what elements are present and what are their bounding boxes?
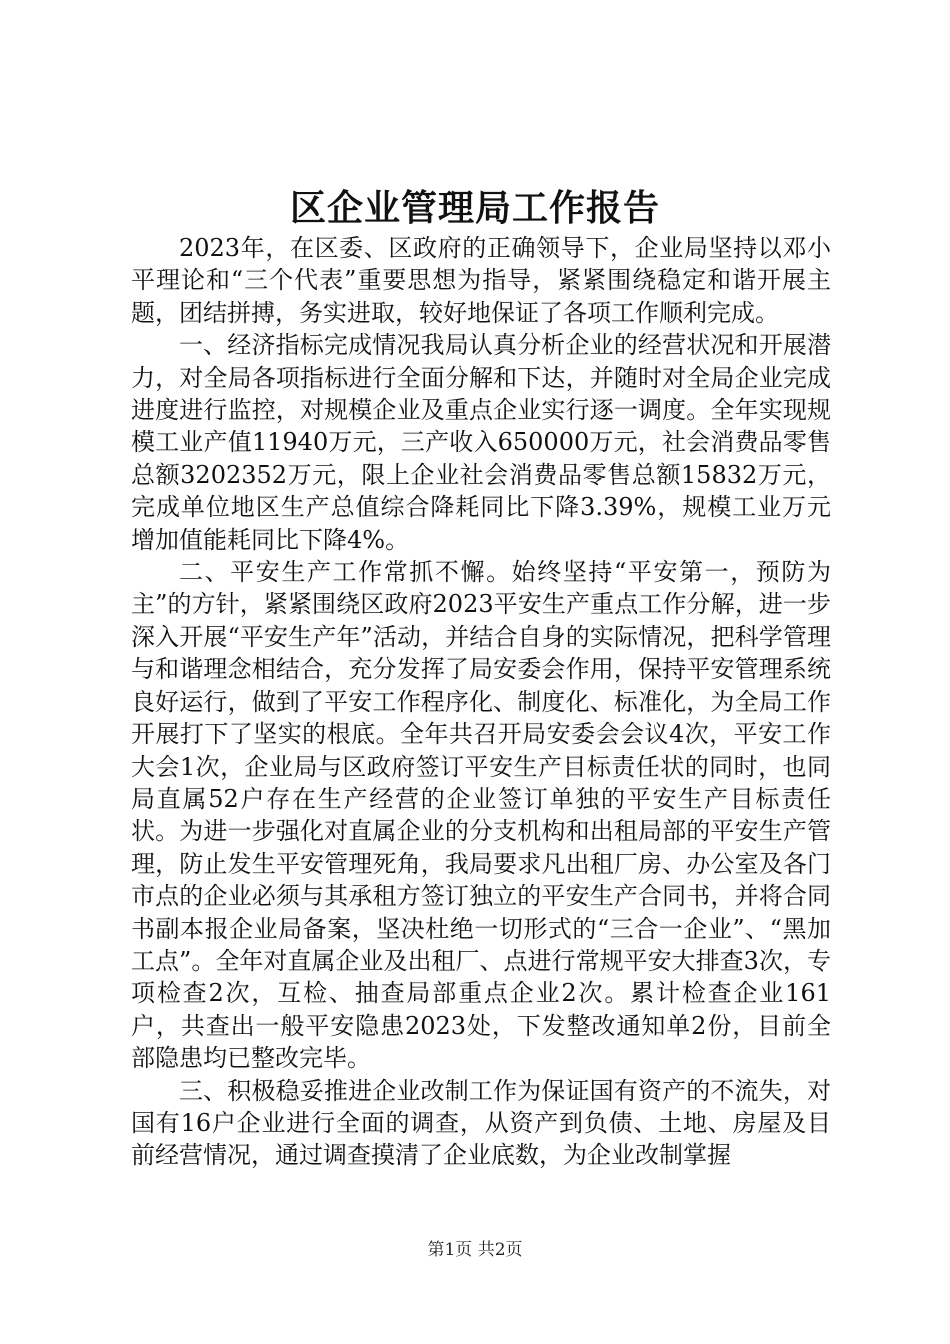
paragraph-safety-production: 二、平安生产工作常抓不懈。始终坚持“平安第一，预防为主”的方针，紧紧围绕区政府2023平安生产重点工作分解，进一步深入开展“平安生产年”活动，并结合自身的实际情况，把科学管理与和谐理念相结合，充分发挥了局安委会作用，保持平安管理系统良好运行，做到了平安工作程序化、制度化、标准化，为全局工作开展打下了坚实的根底。全年共召开局安委会会议4次，平安工作大会1次，企业局与区政府签订平安生产目标责任状的同时，也同局直属52户存在生产经营的企业签订单独的平安生产目标责任状。为进一步强化对直属企业的分支机构和出租局部的平安生产管理，防止发生平安管理死角，我局要求凡出租厂房、办公室及各门市点的企业必须与其承租方签订独立的平安生产合同书，并将合同书副本报企业局备案，坚决杜绝一切形式的“三合一企业”、“黑加工点”。全年对直属企业及出租厂、点进行常规平安大排查3次，专项检查2次，互检、抽查局部重点企业2次。累计检查企业161户，共查出一般平安隐患2023处，下发整改通知单2份，目前全部隐患均已整改完毕。 [131, 558, 831, 1073]
page-number-footer: 第1页 共2页 [427, 1240, 523, 1260]
document-body [131, 232, 831, 1172]
paragraph-intro: 2023年，在区委、区政府的正确领导下，企业局坚持以邓小平理论和“三个代表”重要思想为指导，紧紧围绕稳定和谐开展主题，团结拼搏，务实进取，较好地保证了各项工作顺利完成。 [131, 234, 831, 327]
paragraph-enterprise-reform: 三、积极稳妥推进企业改制工作为保证国有资产的不流失，对国有16户企业进行全面的调查，从资产到负债、土地、房屋及目前经营情况，通过调查摸清了企业底数，为企业改制掌握 [131, 1076, 831, 1170]
paragraph-economic-indicators: 一、经济指标完成情况我局认真分析企业的经营状况和开展潜力，对全局各项指标进行全面分解和下达，并随时对全局企业完成进度进行监控，对规模企业及重点企业实行逐一调度。全年实现规模工业产值11940万元，三产收入650000万元，社会消费品零售总额3202352万元，限上企业社会消费品零售总额15832万元，完成单位地区生产总值综合降耗同比下降3.39%，规模工业万元增加值能耗同比下降4%。 [131, 331, 831, 554]
page-title: 区企业管理局工作报告 [289, 187, 660, 229]
